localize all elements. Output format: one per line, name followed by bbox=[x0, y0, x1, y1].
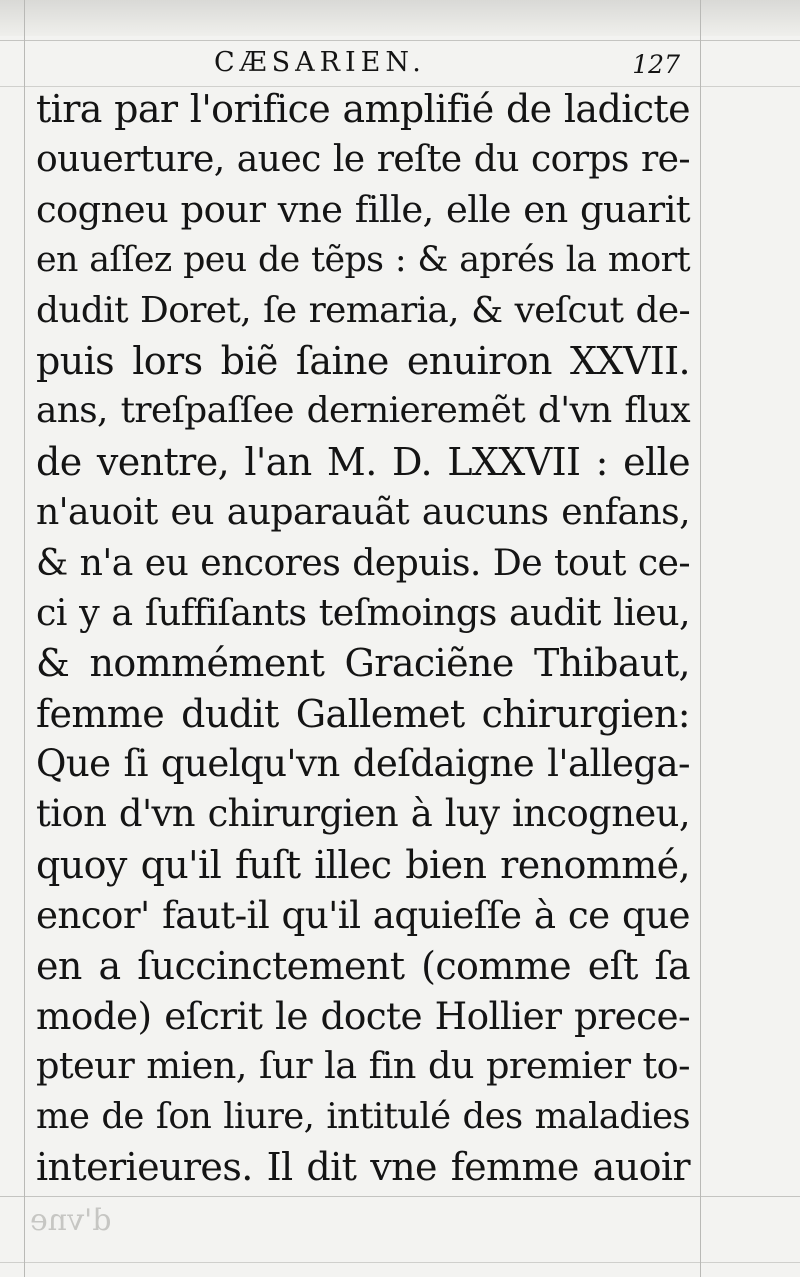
text-line: ci y a ſuffiſants teſmoings audit lieu, bbox=[36, 590, 690, 634]
show-through-text: d'vne bbox=[30, 1203, 112, 1238]
text-line: tion d'vn chirurgien à luy incogneu, bbox=[36, 792, 690, 836]
ruled-line bbox=[700, 0, 701, 1277]
text-line: n'auoit eu auparauãt aucuns enfans, bbox=[36, 490, 690, 534]
text-line: Que ſi quelqu'vn deſdaigne l'allega- bbox=[36, 742, 690, 786]
text-line: tira par l'orifice amplifié de ladicte bbox=[36, 87, 690, 131]
text-line: encor' faut-il qu'il aquieſſe à ce que bbox=[36, 893, 690, 938]
ruled-line bbox=[24, 0, 25, 1277]
text-line: mode) eſcrit le docte Hollier prece- bbox=[36, 994, 690, 1039]
text-line: femme dudit Gallemet chirurgien: bbox=[36, 691, 690, 736]
page-header bbox=[36, 46, 686, 82]
text-line: & nommément Graciẽne Thibaut, bbox=[36, 641, 690, 686]
text-line: de ventre, l'an M. D. LXXVII : elle bbox=[36, 439, 690, 484]
ruled-line bbox=[0, 1196, 800, 1197]
text-line: en a ſuccinctement (comme eſt ſa bbox=[36, 943, 690, 988]
text-line: en aſſez peu de tẽps : & aprés la mort bbox=[36, 240, 690, 281]
text-line: quoy qu'il fuſt illec bien renommé, bbox=[36, 842, 690, 887]
text-line: me de ſon liure, intitulé des maladies bbox=[36, 1095, 690, 1137]
page-number: 127 bbox=[632, 50, 680, 79]
ruled-line bbox=[0, 40, 800, 41]
text-line: & n'a eu encores depuis. De tout ce- bbox=[36, 540, 690, 584]
running-head: CÆSARIEN. bbox=[214, 47, 426, 78]
text-line: puis lors biẽ ſaine enuiron XXVII. bbox=[36, 338, 690, 383]
text-line: pteur mien, ſur la fin du premier to- bbox=[36, 1044, 690, 1088]
page-top-shadow bbox=[0, 0, 800, 36]
ruled-line bbox=[0, 1262, 800, 1263]
text-line: interieures. Il dit vne femme auoir bbox=[36, 1145, 690, 1190]
body-text bbox=[36, 84, 690, 1193]
text-line: dudit Doret, ſe remaria, & veſcut de- bbox=[36, 289, 690, 331]
text-line: cogneu pour vne fille, elle en guarit bbox=[36, 187, 690, 231]
text-line: ans, treſpaſſee dernieremẽt d'vn flux bbox=[36, 390, 690, 432]
text-line: ouuerture, auec le reſte du corps re- bbox=[36, 138, 690, 181]
